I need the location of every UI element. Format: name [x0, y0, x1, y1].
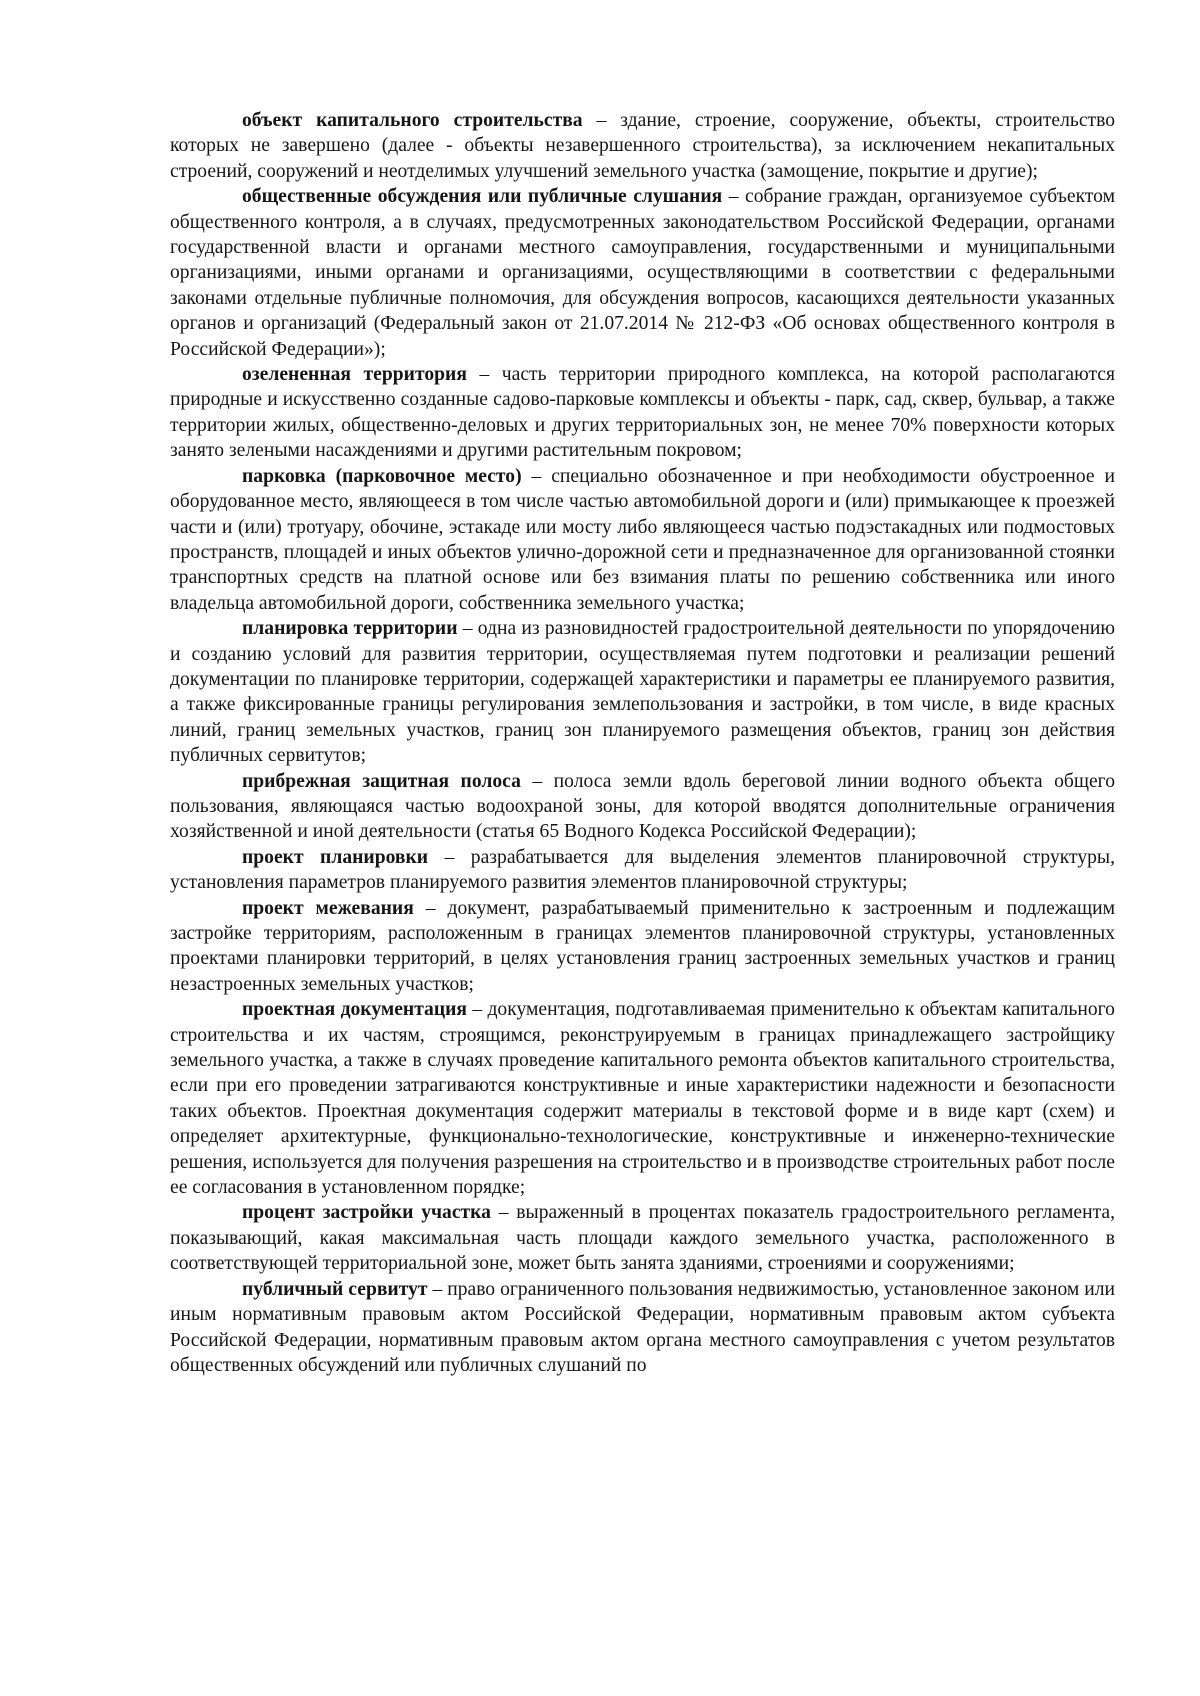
definition-paragraph — [170, 362, 1115, 464]
definition-text: – одна из разновидностей градостроительной деятельности по упорядочению и созданию условий для развития территории, осуществляемая путем подготовки и реализации решений документации по планировке территории, содержащей характеристики и параметры ее планируемого развития, а также фиксированные границы регулирования землепользования и застройки, в том числе, в виде красных линий, границ земельных участков, границ зон планируемого размещения объектов, границ зон действия публичных сервитутов; — [170, 618, 1116, 767]
definition-paragraph — [170, 184, 1115, 362]
defined-term: озелененная территория — [242, 364, 467, 386]
defined-term: прибрежная защитная полоса — [242, 770, 521, 792]
defined-term: проект планировки — [242, 846, 429, 868]
defined-term: публичный сервитут — [242, 1278, 428, 1300]
definition-text: – право ограниченного пользования недвижимостью, установленное законом или иным нормативным правовым актом Российской Федерации, нормативным правовым актом субъекта Российской Федерации, нормативным правовым актом органа местного самоуправления с учетом результатов общественных обсуждений или публичных слушаний по — [170, 1278, 1115, 1376]
definition-paragraph — [170, 616, 1115, 768]
definition-paragraph — [170, 1200, 1115, 1276]
document-page — [170, 108, 1115, 1378]
definition-paragraph — [170, 769, 1115, 845]
definition-text: – документация, подготавливаемая применительно к объектам капитального строительства и их частям, строящимся, реконструируемым в границах принадлежащего застройщику земельного участка, а также в случаях проведение капитального ремонта объектов капитального строительства, если при его проведении затрагиваются конструктивные и иные характеристики надежности и безопасности таких объектов. Проектная документация содержит материалы в текстовой форме и в виде карт (схем) и определяет архитектурные, функционально-технологические, конструктивные и инженерно-технические решения, используется для получения разрешения на строительство и в производстве строительных работ после ее согласования в установленном порядке; — [170, 999, 1115, 1199]
definition-paragraph — [170, 997, 1115, 1200]
defined-term: проект межевания — [242, 897, 414, 919]
defined-term: процент застройки участка — [242, 1202, 491, 1224]
definition-paragraph — [170, 464, 1115, 616]
definition-paragraph — [170, 845, 1115, 896]
definition-paragraph — [170, 108, 1115, 184]
definition-text: – документ, разрабатываемый применительно к застроенным и подлежащим застройке территориям, расположенным в границах элементов планировочной структуры, установленных проектами планировки территорий, в целях установления границ застроенных земельных участков и границ незастроенных земельных участков; — [170, 897, 1115, 995]
definition-text: – часть территории природного комплекса, на которой располагаются природные и искусственно созданные садово-парковые комплексы и объекты - парк, сад, сквер, бульвар, а также территории жилых, общественно-деловых и других территориальных зон, не менее 70% поверхности которых занято зелеными насаждениями и другими растительным покровом; — [170, 364, 1115, 462]
definition-text: – собрание граждан, организуемое субъектом общественного контроля, а в случаях, предусмотренных законодательством Российской Федерации, органами государственной власти и органами местного самоуправления, государственными и муниципальными организациями, иными органами и организациями, осуществляющими в соответствии с федеральными законами отдельные публичные полномочия, для обсуждения вопросов, касающихся деятельности указанных органов и организаций (Федеральный закон от 21.07.2014 № 212-ФЗ «Об основах общественного контроля в Российской Федерации»); — [170, 186, 1116, 360]
defined-term: общественные обсуждения или публичные слушания — [242, 186, 723, 208]
definition-text: – выраженный в процентах показатель градостроительного регламента, показывающий, какая максимальная часть площади каждого земельного участка, расположенного в соответствующей территориальной зоне, может быть занята зданиями, строениями и сооружениями; — [170, 1202, 1115, 1275]
definition-text: – разрабатывается для выделения элементов планировочной структуры, установления параметров планируемого развития элементов планировочной структуры; — [170, 846, 1115, 894]
definition-paragraph — [170, 1277, 1115, 1379]
definition-paragraph — [170, 896, 1115, 998]
definition-text: – специально обозначенное и при необходимости обустроенное и оборудованное место, являющееся в том числе частью автомобильной дороги и (или) примыкающее к проезжей части и (или) тротуару, обочине, эстакаде или мосту либо являющееся частью подэстакадных или подмостовых пространств, площадей и иных объектов улично-дорожной сети и предназначенное для организованной стоянки транспортных средств на платной основе или без взимания платы по решению собственника или иного владельца автомобильной дороги, собственника земельного участка; — [170, 465, 1116, 614]
defined-term: объект капитального строительства — [242, 110, 583, 131]
definition-text: – полоса земли вдоль береговой линии водного объекта общего пользования, являющаяся частью водоохраной зоны, для которой вводятся дополнительные ограничения хозяйственной и иной деятельности (статья 65 Водного Кодекса Российской Федерации); — [170, 770, 1115, 843]
definition-text: – здание, строение, сооружение, объекты, строительство которых не завершено (далее - объекты незавершенного строительства), за исключением некапитальных строений, сооружений и неотделимых улучшений земельного участка (замощение, покрытие и другие); — [170, 110, 1115, 182]
defined-term: парковка (парковочное место) — [242, 465, 522, 487]
defined-term: проектная документация — [242, 999, 468, 1021]
defined-term: планировка территории — [242, 618, 458, 640]
